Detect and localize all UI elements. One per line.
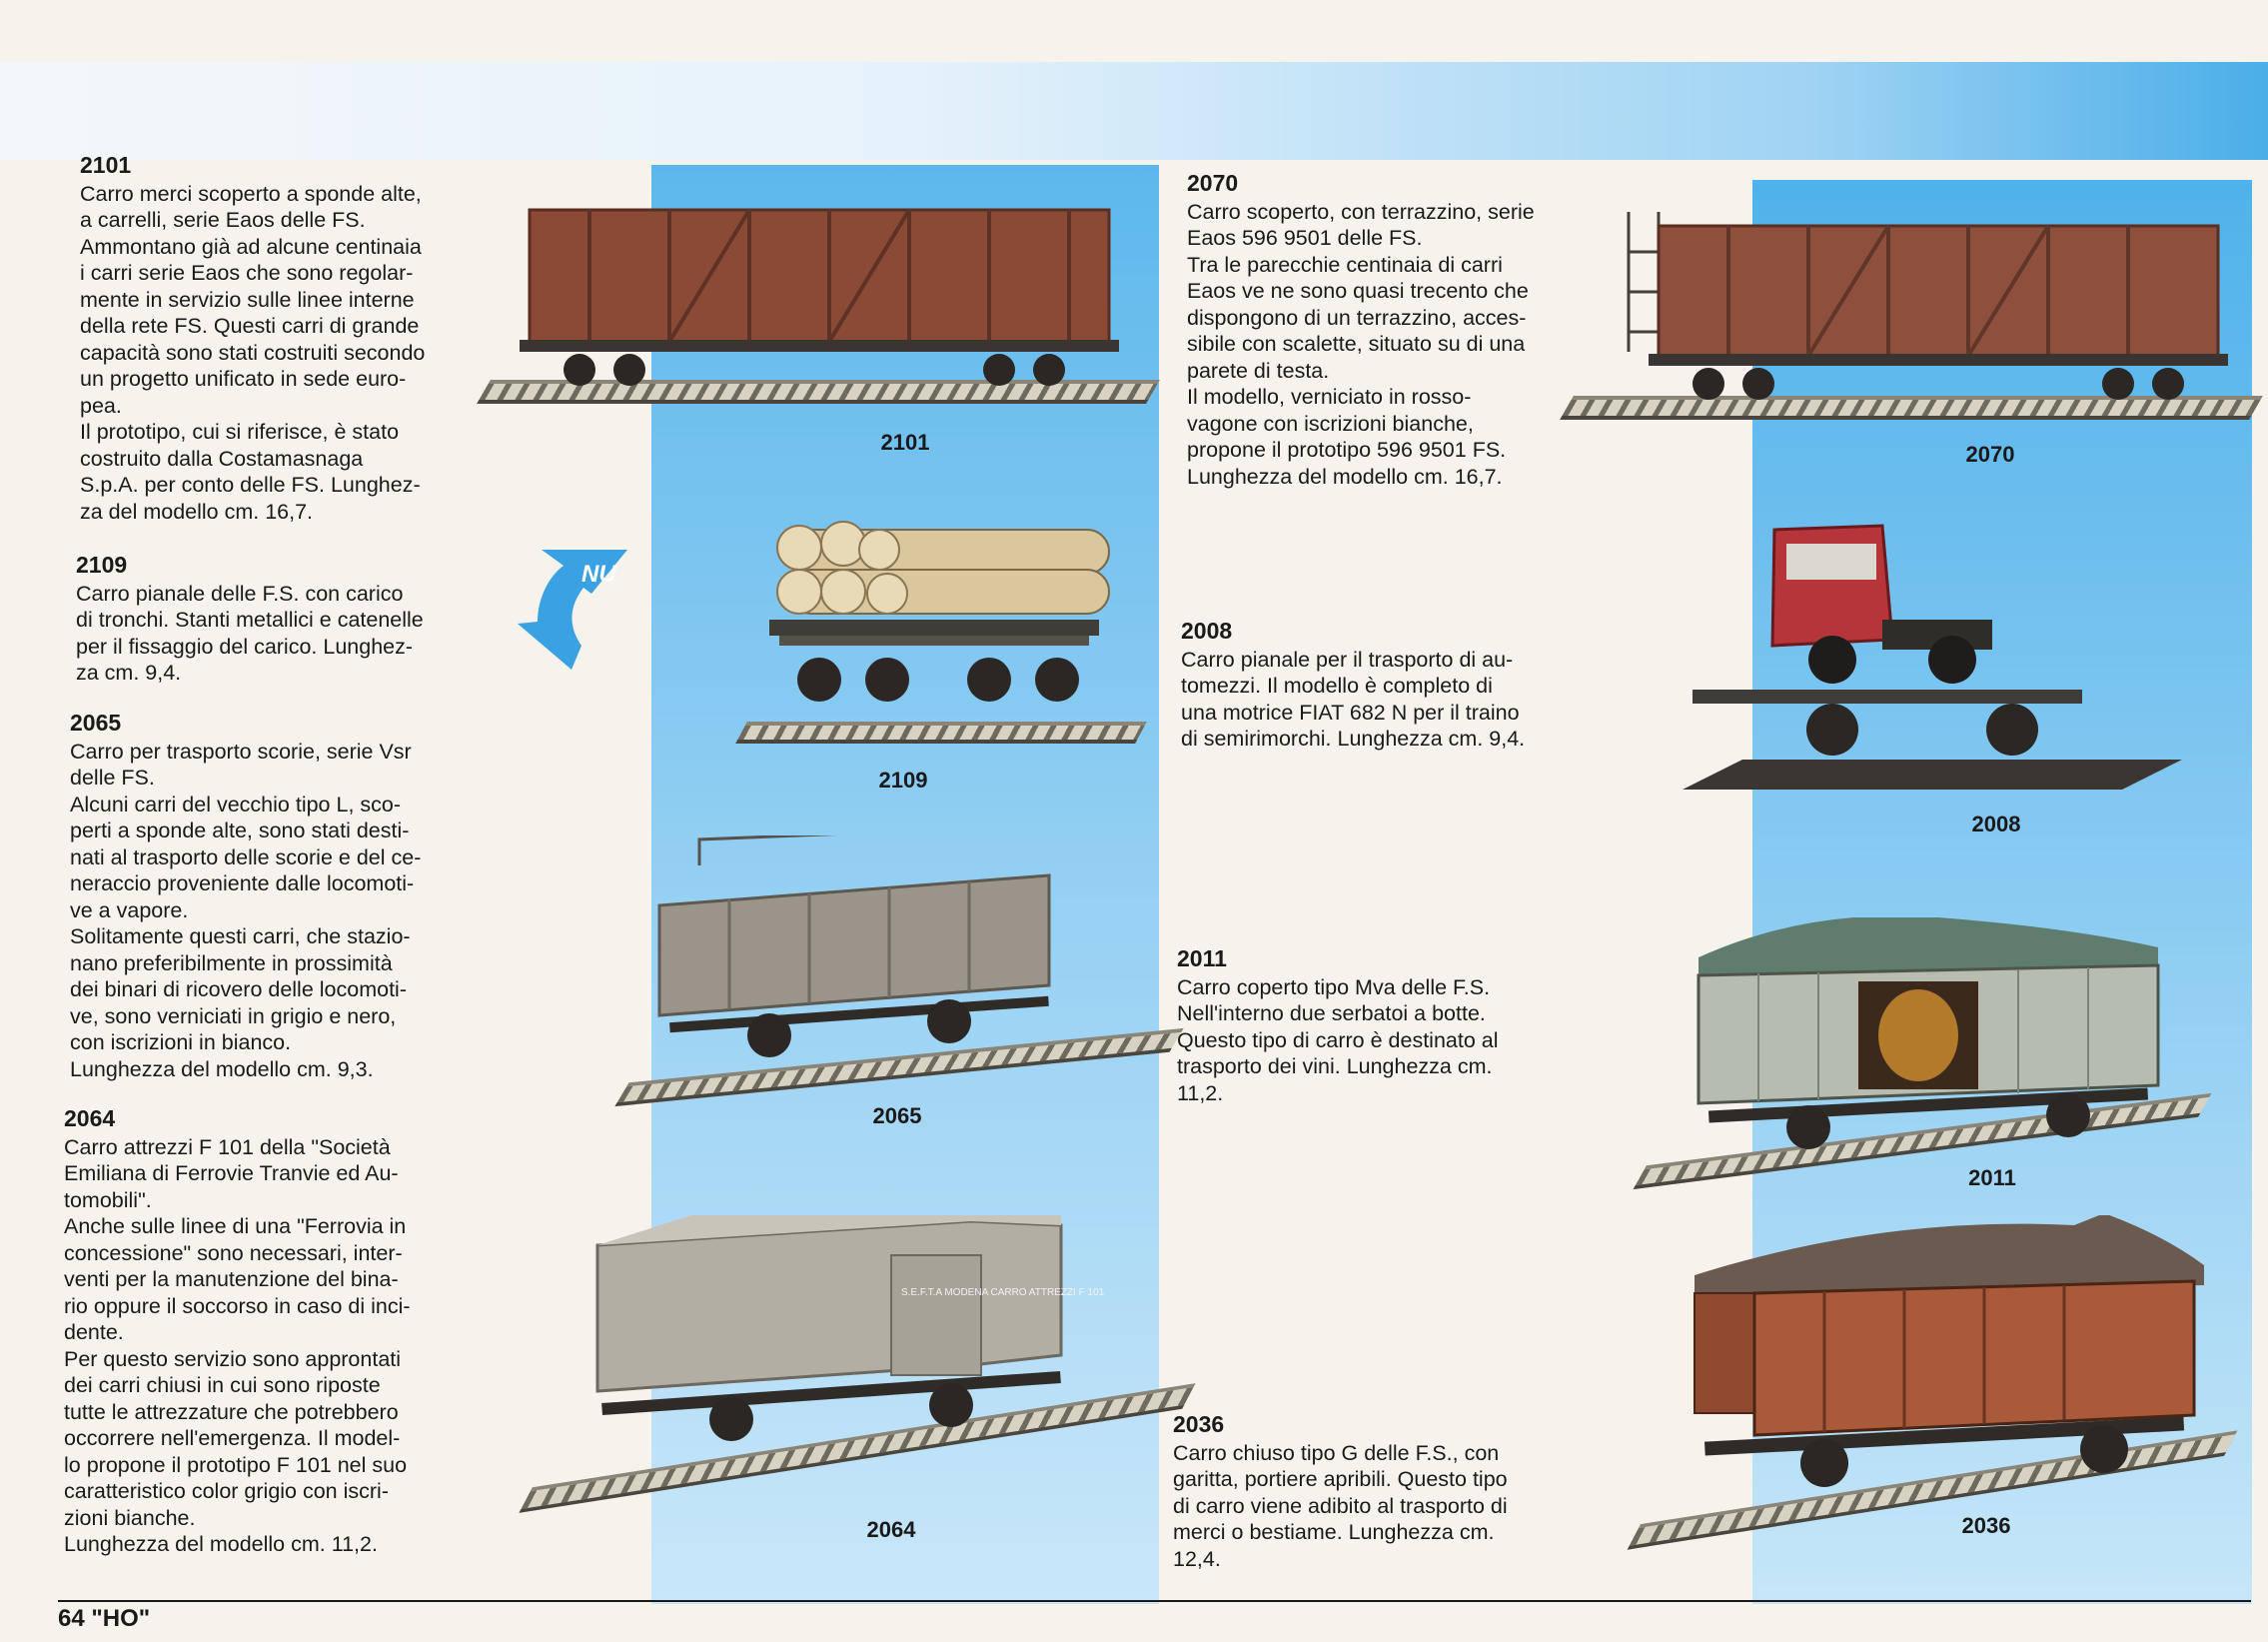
entry-text: Carro pianale per il trasporto di au- tomezzi. Il modello è completo di una motrice FIAT 682 N per il traino di semirimorchi. Lunghezza cm. 9,4. — [1181, 647, 1526, 751]
header-band — [0, 62, 2268, 160]
wagon-2008-image — [1683, 520, 2182, 810]
entry-text: Carro coperto tipo Mva delle F.S. Nell'interno due serbatoi a botte. Questo tipo di carro è destinato al trasporto dei vini. Lunghezza cm. 11,2. — [1177, 974, 1499, 1105]
label-2064: 2064 — [866, 1517, 916, 1542]
new-arrow-icon — [512, 548, 629, 672]
entry-text: Carro attrezzi F 101 della "Società Emiliana di Ferrovie Tranvie ed Au- tomobili". Anche sulle linee di una "Ferrovia in concessione" sono necessari, inter- venti per la manutenzione del bina- rio oppure il soccorso in caso di inci- dente. Per questo servizio sono approntati dei carri chiusi in cui sono riposte tutte le attrezzature che potrebbero occorrere nell'emergenza. Il model- lo propone il prototipo F 101 nel suo caratteristico color grigio con iscri- zioni bianche. Lunghezza del modello cm. 11,2. — [64, 1134, 411, 1556]
entry-code: 2064 — [64, 1105, 116, 1131]
entry-code: 2036 — [1173, 1411, 1225, 1437]
entry-text: Carro chiuso tipo G delle F.S., con garitta, portiere apribili. Questo tipo di carro viene adibito al trasporto di merci o bestiame. Lunghezza cm. 12,4. — [1173, 1440, 1508, 1571]
entry-code: 2065 — [70, 710, 122, 736]
entry-code: 2008 — [1181, 618, 1233, 644]
page-number: 64 "HO" — [58, 1605, 151, 1632]
wagon-2065-image — [649, 835, 1119, 1075]
footer-rule — [58, 1600, 2251, 1602]
entry-2070 — [1187, 170, 1607, 490]
svg-text:NU: NU — [581, 561, 616, 588]
label-2065: 2065 — [872, 1103, 922, 1128]
entry-code: 2109 — [76, 552, 128, 578]
entry-code: 2011 — [1177, 945, 1227, 971]
label-2101: 2101 — [880, 430, 930, 455]
entry-2011 — [1177, 945, 1597, 1106]
label-2036: 2036 — [1961, 1513, 2011, 1538]
label-2109: 2109 — [878, 768, 928, 793]
wagon-2036-image — [1685, 1215, 2214, 1505]
label-2070: 2070 — [1965, 442, 2015, 467]
entry-code: 2101 — [80, 152, 132, 178]
entry-code: 2070 — [1187, 170, 1239, 196]
wagon-2101-image — [500, 202, 1139, 398]
label-2008: 2008 — [1971, 812, 2021, 836]
wagon-2109-image — [739, 508, 1139, 728]
entry-2065 — [70, 710, 480, 1082]
entry-2064 — [64, 1105, 484, 1558]
entry-text: Carro scoperto, con terrazzino, serie Eaos 596 9501 delle FS. Tra le parecchie centinaia di carri Eaos ve ne sono quasi trecento che dispongono di un terrazzino, acces- sibile con scalette, situato su di una parete di testa. Il modello, verniciato in rosso- vagone con iscrizioni bianche, propone il prototipo 596 9501 FS. Lunghezza del modello cm. 16,7. — [1187, 199, 1535, 489]
wagon-2070-image — [1609, 212, 2238, 412]
car-marking: S.E.F.T.A MODENA CARRO ATTREZZI F 101 — [901, 1287, 1105, 1298]
entry-text: Carro per trasporto scorie, serie Vsr delle FS. Alcuni carri del vecchio tipo L, sco- perti a sponde alte, sono stati desti- nati al trasporto delle scorie e del ce- neraccio proveniente dalle locomoti- ve a vapore. Solitamente questi carri, che stazio- nano preferibilmente in prossimità dei binari di ricovero delle locomoti- ve, sono verniciati in grigio e nero, con iscrizioni in bianco. Lunghezza del modello cm. 9,3. — [70, 739, 422, 1081]
label-2011: 2011 — [1968, 1165, 2016, 1190]
wagon-2064-image — [591, 1215, 1151, 1455]
entry-2109 — [76, 552, 476, 687]
entry-2008 — [1181, 618, 1601, 753]
entry-2101 — [80, 152, 480, 525]
entry-text: Carro merci scoperto a sponde alte, a carrelli, serie Eaos delle FS. Ammontano già ad alcune centinaia i carri serie Eaos che sono regolar- mente in servizio sulle linee interne della rete FS. Questi carri di grande capacità sono stati costruiti secondo un progetto unificato in sede euro- pea. Il prototipo, cui si riferisce, è stato costruito dalla Costamasnaga S.p.A. per conto delle FS. Lunghez- za del modello cm. 16,7. — [80, 181, 426, 524]
entry-text: Carro pianale delle F.S. con carico di tronchi. Stanti metallici e catenelle per il fissaggio del carico. Lunghez- za cm. 9,4. — [76, 581, 424, 685]
wagon-2011-image — [1689, 917, 2188, 1167]
entry-2036 — [1173, 1411, 1593, 1572]
